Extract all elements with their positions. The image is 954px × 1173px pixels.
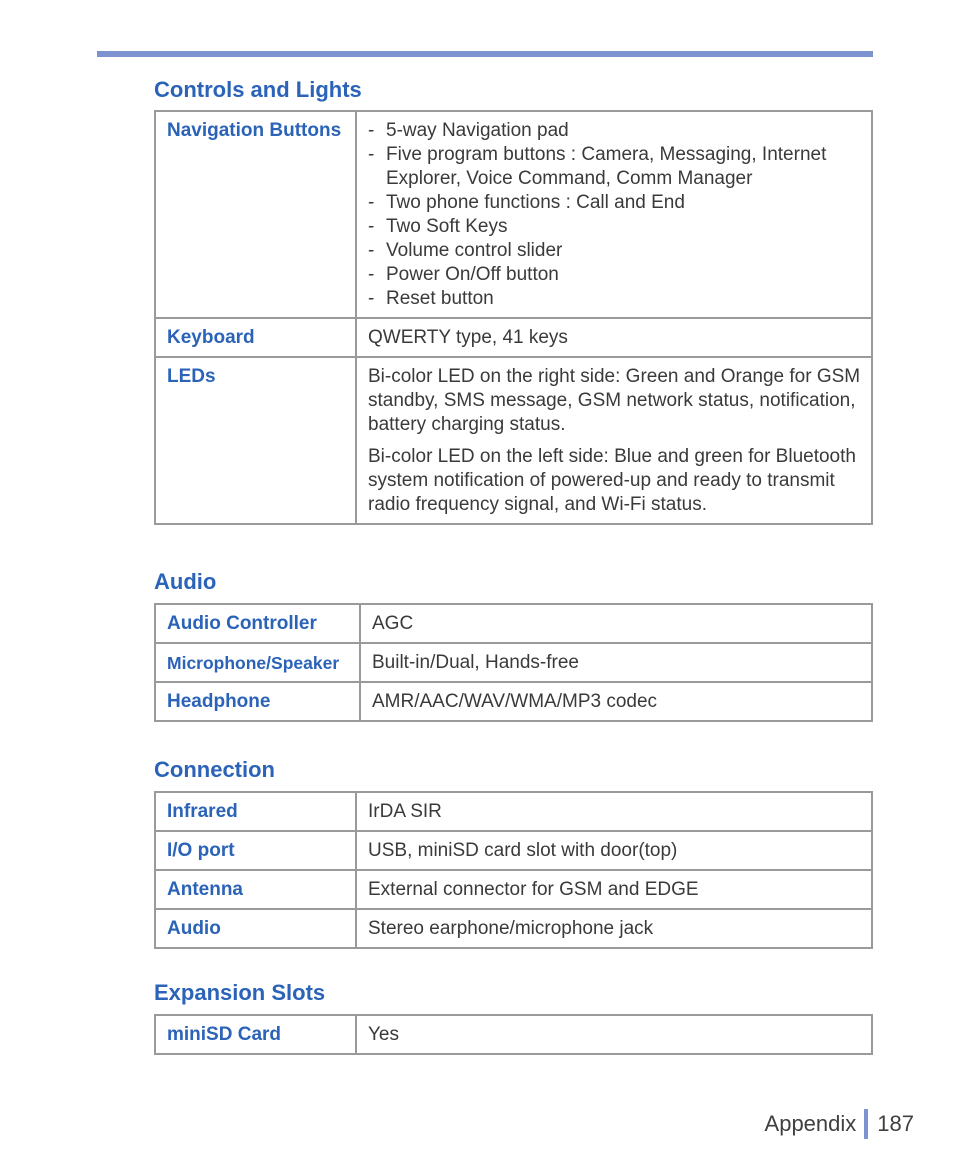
table-row <box>155 111 872 318</box>
list-item: - Two phone functions : Call and End <box>368 191 861 215</box>
section-title-expansion: Expansion Slots <box>154 980 326 1005</box>
expansion-table <box>154 1014 873 1055</box>
table-row <box>155 682 872 721</box>
section-title-controls: Controls and Lights <box>154 77 362 102</box>
section-title-audio: Audio <box>154 569 217 594</box>
list-item: - Five program buttons : Camera, Messaging, Internet Explorer, Voice Command, Comm Manager <box>368 143 861 191</box>
header-rule <box>97 51 873 57</box>
row-value: AMR/AAC/WAV/WMA/MP3 codec <box>360 682 872 721</box>
row-label: Microphone/Speaker <box>155 643 360 682</box>
leds-right-description: Bi-color LED on the right side: Green and Orange for GSM standby, SMS message, GSM network status, notification, battery charging status. <box>368 366 861 435</box>
row-value: IrDA SIR <box>356 792 872 831</box>
row-value: AGC <box>360 604 872 643</box>
row-label: I/O port <box>155 831 356 870</box>
page-footer <box>765 1109 914 1139</box>
row-label: Infrared <box>155 792 356 831</box>
section-title-connection: Connection <box>154 757 275 782</box>
list-item: - Two Soft Keys <box>368 215 861 239</box>
controls-table <box>154 110 873 525</box>
table-row <box>155 831 872 870</box>
list-item: - Volume control slider <box>368 239 861 263</box>
row-value <box>356 357 872 524</box>
row-label: Audio Controller <box>155 604 360 643</box>
navigation-buttons-list <box>368 119 861 311</box>
row-value: External connector for GSM and EDGE <box>356 870 872 909</box>
row-value: USB, miniSD card slot with door(top) <box>356 831 872 870</box>
list-item: - 5-way Navigation pad <box>368 119 861 143</box>
row-label: miniSD Card <box>155 1015 356 1054</box>
table-row <box>155 318 872 357</box>
connection-table <box>154 791 873 949</box>
row-label: Audio <box>155 909 356 948</box>
row-value: Stereo earphone/microphone jack <box>356 909 872 948</box>
footer-section-label: Appendix <box>764 1111 857 1136</box>
list-item: - Reset button <box>368 287 861 311</box>
page-number: 187 <box>877 1111 914 1136</box>
audio-table <box>154 603 873 722</box>
row-label: Keyboard <box>155 318 356 357</box>
row-label: Navigation Buttons <box>155 111 356 318</box>
table-row <box>155 604 872 643</box>
row-value: QWERTY type, 41 keys <box>356 318 872 357</box>
row-value: Built-in/Dual, Hands-free <box>360 643 872 682</box>
row-value: Yes <box>356 1015 872 1054</box>
table-row <box>155 643 872 682</box>
footer-divider <box>864 1109 868 1139</box>
row-label: LEDs <box>155 357 356 524</box>
table-row <box>155 870 872 909</box>
table-row <box>155 909 872 948</box>
table-row <box>155 357 872 524</box>
table-row <box>155 1015 872 1054</box>
row-label: Antenna <box>155 870 356 909</box>
table-row <box>155 792 872 831</box>
leds-left-description: Bi-color LED on the left side: Blue and green for Bluetooth system notification of powered-up and ready to transmit radio frequency signal, and Wi-Fi status. <box>368 446 856 515</box>
list-item: - Power On/Off button <box>368 263 861 287</box>
row-label: Headphone <box>155 682 360 721</box>
row-value <box>356 111 872 318</box>
